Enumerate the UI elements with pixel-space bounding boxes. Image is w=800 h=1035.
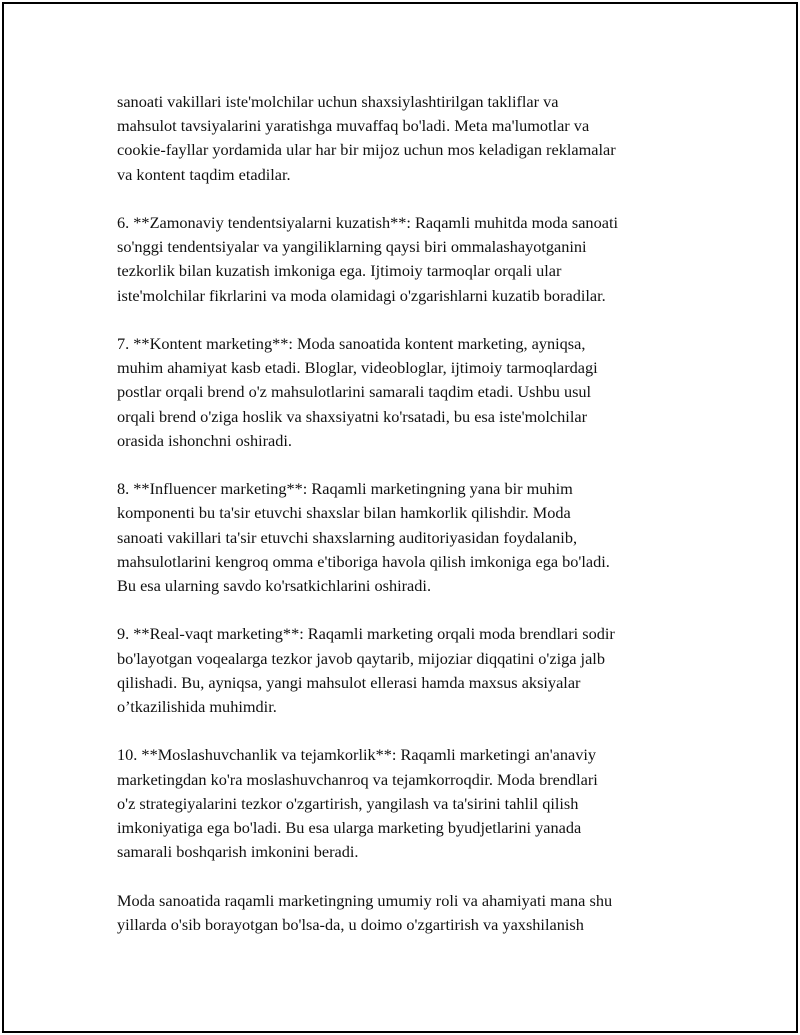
text-line: imkoniyatiga ega bo'ladi. Bu esa ularga marketing byudjetlarini yanada [117,818,582,838]
text-line: 10. **Moslashuvchanlik va tejamkorlik**: Raqamli marketingi an'anaviy [117,745,597,765]
text-line: mahsulotlarini kengroq omma e'tiboriga havola qilish imkoniga ega bo'ladi. [117,551,610,571]
paragraph [117,332,692,453]
paragraph [117,211,692,308]
document-body [117,90,692,961]
text-line: bo'layotgan voqealarga tezkor javob qaytarib, mijoziar diqqatini o'ziga jalb [117,648,605,668]
text-line: Moda sanoatida raqamli marketingning umumiy roli va ahamiyati mana shu [117,890,613,910]
text-line: cookie-fayllar yordamida ular har bir mijoz uchun mos keladigan reklamalar [117,140,616,160]
text-line: 7. **Kontent marketing**: Moda sanoatida kontent marketing, ayniqsa, [117,334,586,353]
text-line: 8. **Influencer marketing**: Raqamli marketingning yana bir muhim [117,479,573,499]
text-line: qilishadi. Bu, ayniqsa, yangi mahsulot ellerasi hamda maxsus aksiyalar [117,672,581,692]
text-line: iste'molchilar fikrlarini va moda olamidagi o'zgarishlarni kuzatib boradilar. [117,285,606,305]
paragraph [117,477,692,598]
text-line: tezkorlik bilan kuzatish imkoniga ega. Ijtimoiy tarmoqlar orqali ular [117,261,562,281]
paragraph [117,90,692,187]
text-line: muhim ahamiyat kasb etadi. Bloglar, videobloglar, ijtimoiy tarmoqlardagi [117,358,598,378]
text-line: marketingdan ko'ra moslashuvchanroq va tejamkorroqdir. Moda brendlari [117,769,598,789]
text-line: orqali brend o'ziga hoslik va shaxsiyatni ko'rsatadi, bu esa iste'molchilar [117,406,587,426]
text-line: yillarda o'sib borayotgan bo'lsa-da, u doimo o'zgartirish va yaxshilanish [117,914,584,934]
text-line: postlar orqali brend o'z mahsulotlarini samarali taqdim etadi. Ushbu usul [117,382,592,402]
text-line: Bu esa ularning savdo ko'rsatkichlarini oshiradi. [117,576,432,596]
text-line: 9. **Real-vaqt marketing**: Raqamli marketing orqali moda brendlari sodir [117,624,615,644]
paragraph [117,743,692,864]
paragraph [117,889,692,937]
text-line: o’tkazilishida muhimdir. [117,697,277,717]
text-line: va kontent taqdim etadilar. [117,164,291,184]
text-line: samarali boshqarish imkonini beradi. [117,842,359,862]
text-line: sanoati vakillari ta'sir etuvchi shaxslarning auditoriyasidan foydalanib, [117,527,578,547]
text-line: so'nggi tendentsiyalar va yangiliklarning qaysi biri ommalashayotganini [117,237,587,257]
paragraph [117,622,692,719]
text-line: sanoati vakillari iste'molchilar uchun shaxsiylashtirilgan takliflar va [117,92,559,111]
text-line: mahsulot tavsiyalarini yaratishga muvaffaq bo'ladi. Meta ma'lumotlar va [117,116,590,136]
text-line: o'z strategiyalarini tezkor o'zgartirish, yangilash va ta'sirini tahlil qilish [117,793,579,813]
text-line: komponenti bu ta'sir etuvchi shaxslar bilan hamkorlik qilishdir. Moda [117,503,571,523]
text-line: orasida ishonchni oshiradi. [117,430,292,450]
text-line: 6. **Zamonaviy tendentsiyalarni kuzatish**: Raqamli muhitda moda sanoati [117,213,618,232]
